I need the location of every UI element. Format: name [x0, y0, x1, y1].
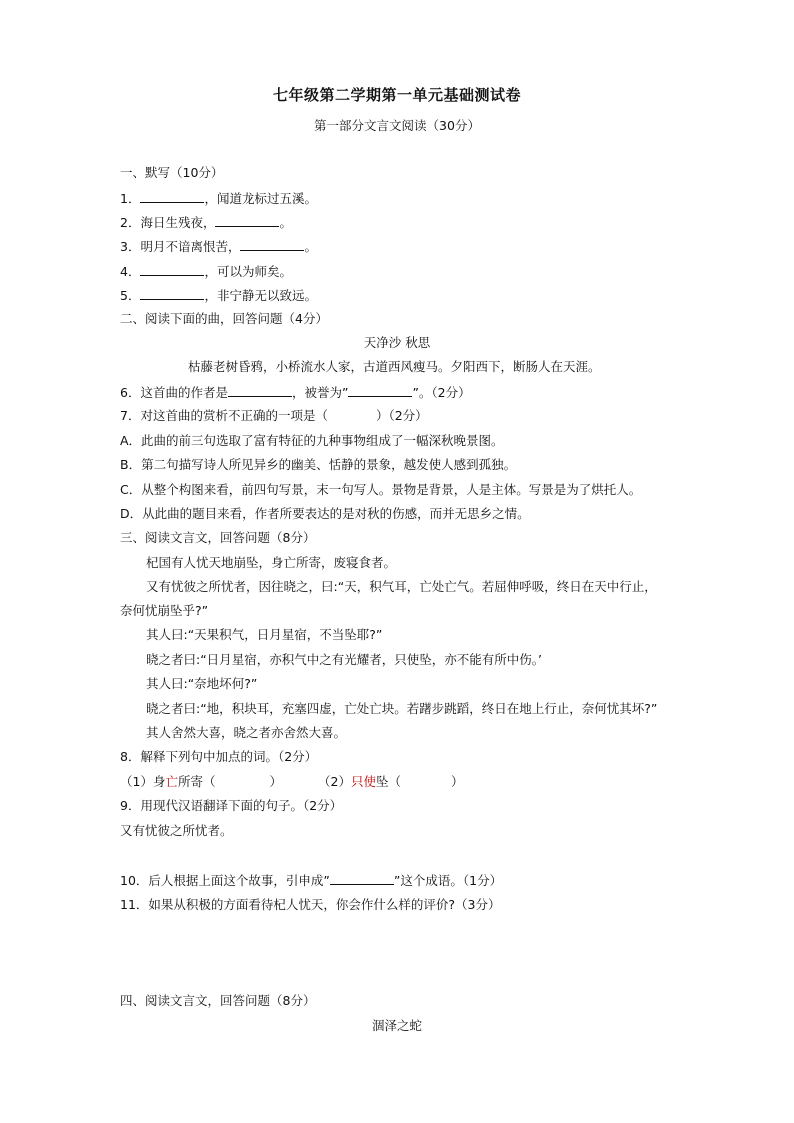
q7-option-b: B．第二句描写诗人所见异乡的幽美、恬静的景象，越发使人感到孤独。 [120, 457, 517, 472]
q1-line [120, 190, 317, 207]
section2-heading: 二、阅读下面的曲，回答问题（4分） [120, 311, 328, 326]
q8-2-text-mid: 坠（ [375, 774, 401, 789]
q4-blank[interactable] [140, 263, 204, 276]
q10-text: 10．后人根据上面这个故事，引申成” [120, 873, 330, 888]
q3-number: 3． [120, 239, 141, 254]
q7-option-c: C．从整个构图来看，前四句写景，末一句写人。景物是背景，人是主体。写景是为了烘托人。 [120, 482, 642, 497]
q1-text: ，闻道龙标过五溪。 [204, 191, 317, 206]
q4-number: 4． [120, 264, 141, 279]
q4-text: ，可以为师矣。 [204, 264, 292, 279]
q9-sentence: 又有忧彼之所忧者。 [120, 823, 233, 838]
passage-paragraph-5: 其人曰:“奈地坏何?” [146, 676, 258, 691]
q7-text: 7．对这首曲的赏析不正确的一项是（ [120, 408, 328, 423]
q7-option-a: A．此曲的前三句选取了富有特征的九种事物组成了一幅深秋晚景图。 [120, 433, 504, 448]
q2-line [120, 214, 292, 231]
section1-heading: 一、默写（10分） [120, 165, 224, 180]
q7-text-end: ）（2分） [375, 408, 428, 423]
passage-paragraph-2-cont: 奈何忧崩坠乎?” [120, 603, 209, 618]
q10-blank[interactable] [330, 872, 394, 885]
page-title: 七年级第二学期第一单元基础测试卷 [272, 86, 521, 104]
q6-line [120, 384, 471, 401]
q6-blank-title[interactable] [348, 384, 412, 397]
q8-2-text-end: ） [450, 774, 464, 789]
poem-title: 天净沙 秋思 [363, 335, 431, 350]
q8-1-dotted-word: 亡 [165, 774, 178, 789]
q5-text: ，非宁静无以致远。 [204, 288, 317, 303]
q1-blank[interactable] [140, 190, 204, 203]
q7-line [120, 408, 428, 424]
q6-blank-author[interactable] [228, 384, 292, 397]
q7-option-d: D．从此曲的题目来看，作者所要表达的是对秋的伤感，而并无思乡之情。 [120, 506, 530, 521]
passage-paragraph-7: 其人舍然大喜，晓之者亦舍然大喜。 [146, 725, 347, 740]
q2-blank[interactable] [215, 214, 279, 227]
q5-line [120, 287, 317, 304]
q8-1-text-end: ） [269, 774, 282, 789]
q2-text-end: 。 [279, 215, 292, 230]
q10-text-end: ”这个成语。（1分） [393, 873, 503, 888]
q8-1-text-mid: 所寄（ [177, 774, 216, 789]
q8-subitem-1 [120, 774, 282, 790]
q8-prompt: 8．解释下列句中加点的词。（2分） [120, 749, 318, 764]
q6-text-mid: ，被誉为” [291, 385, 349, 400]
q11-prompt: 11．如果从积极的方面看待杞人忧天，你会作什么样的评价?（3分） [120, 897, 501, 912]
passage-paragraph-3: 其人曰:“天果积气，日月星宿，不当坠耶?” [146, 627, 383, 642]
passage-paragraph-4: 晓之者曰:“日月星宿，亦积气中之有光耀者，只使坠，亦不能有所中伤。’ [146, 652, 542, 667]
q8-subitem-2 [318, 774, 464, 790]
section4-passage-title: 涸泽之蛇 [371, 1018, 422, 1033]
passage-paragraph-1: 杞国有人忧天地崩坠，身亡所寄，废寝食者。 [146, 555, 397, 570]
q5-blank[interactable] [140, 287, 204, 300]
q6-text: 6．这首曲的作者是 [120, 385, 228, 400]
q3-text-end: 。 [304, 239, 317, 254]
q10-line [120, 872, 502, 889]
q6-text-end: ”。（2分） [412, 385, 471, 400]
q1-number: 1． [120, 191, 141, 206]
q3-text: 明月不谙离恨苦， [140, 239, 241, 254]
q8-2-dotted-word: 只使 [350, 774, 376, 789]
poem-body: 枯藤老树昏鸦，小桥流水人家，古道西风瘦马。夕阳西下，断肠人在天涯。 [188, 359, 601, 374]
q4-line [120, 263, 292, 280]
passage-paragraph-2: 又有忧彼之所忧者，因往晓之，曰:“天，积气耳，亡处亡气。若屈伸呼吸，终日在天中行止， [146, 579, 657, 594]
q3-line [120, 238, 317, 255]
q3-blank[interactable] [240, 238, 304, 251]
q9-prompt: 9．用现代汉语翻译下面的句子。（2分） [120, 798, 343, 813]
page-subtitle: 第一部分文言文阅读（30分） [314, 118, 480, 133]
q8-2-text: （2） [318, 774, 351, 789]
q2-number: 2． [120, 215, 141, 230]
q8-1-text: （1）身 [120, 774, 166, 789]
q5-number: 5． [120, 288, 141, 303]
q2-text: 海日生残夜， [140, 215, 216, 230]
section4-heading: 四、阅读文言文，回答问题（8分） [120, 993, 316, 1008]
section3-heading: 三、阅读文言文，回答问题（8分） [120, 530, 316, 545]
passage-paragraph-6: 晓之者曰:“地，积块耳，充塞四虚，亡处亡块。若躇步跳蹈，终日在地上行止，奈何忧其坏?” [146, 701, 658, 716]
